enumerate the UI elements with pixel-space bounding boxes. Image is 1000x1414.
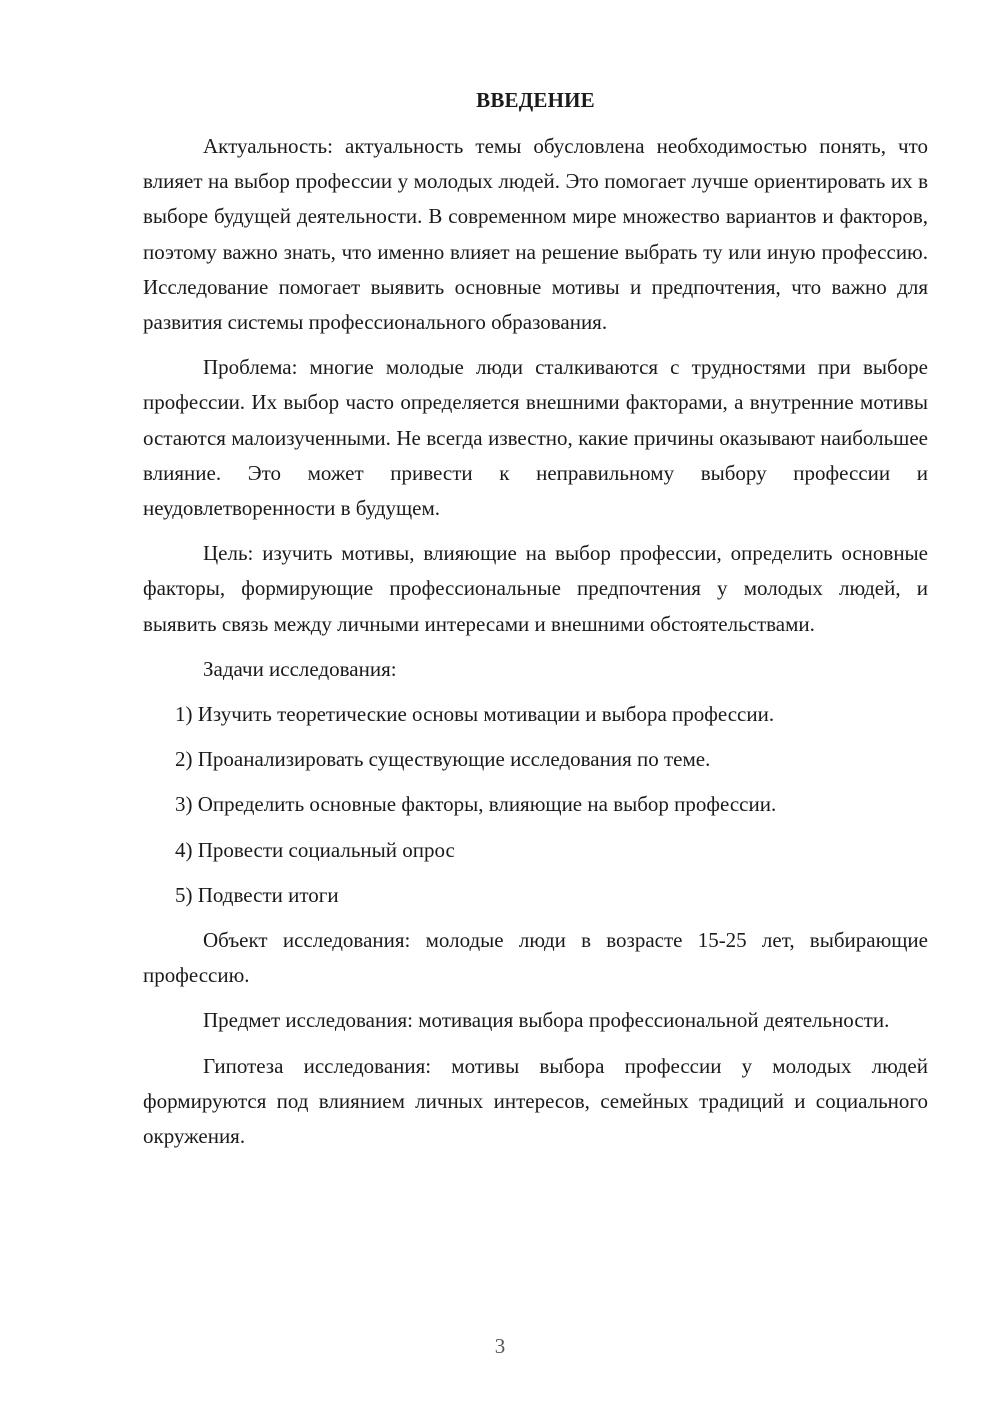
- page-title: ВВЕДЕНИЕ: [476, 88, 595, 112]
- object-paragraph: Объект исследования: молодые люди в возрасте 15-25 лет, выбирающие профессию.: [143, 928, 928, 988]
- task-item: 4) Провести социальный опрос: [175, 837, 455, 862]
- task-item: 5) Подвести итоги: [175, 882, 339, 907]
- document-page: [143, 90, 928, 1164]
- task-item: 3) Определить основные факторы, влияющие на выбор профессии.: [175, 792, 777, 817]
- page-number: 3: [494, 1334, 506, 1358]
- relevance-paragraph: Актуальность: актуальность темы обусловлена необходимостью понять, что влияет на выбор профессии у молодых людей. Это помогает лучше ориентировать их в выборе будущей деятельности. В современном мире множество вариантов и факторов, поэтому важно знать, что именно влияет на решение выбрать ту или иную профессию. Исследование помогает выявить основные мотивы и предпочтения, что важно для развития системы профессионального образования.: [143, 134, 928, 335]
- tasks-heading: Задачи исследования:: [203, 656, 397, 681]
- problem-paragraph: Проблема: многие молодые люди сталкиваются с трудностями при выборе профессии. Их выбор часто определяется внешними факторами, а внутренние мотивы остаются малоизученными. Не всегда известно, какие причины оказывают наибольшее влияние. Это может привести к неправильному выбору профессии и неудовлетворенности в будущем.: [143, 355, 928, 521]
- subject-paragraph: Предмет исследования: мотивация выбора профессиональной деятельности.: [203, 1008, 890, 1033]
- hypothesis-paragraph: Гипотеза исследования: мотивы выбора профессии у молодых людей формируются под влиянием личных интересов, семейных традиций и социального окружения.: [143, 1053, 928, 1149]
- task-item: 1) Изучить теоретические основы мотивации и выбора профессии.: [175, 702, 775, 727]
- task-item: 2) Проанализировать существующие исследования по теме.: [175, 747, 711, 772]
- goal-paragraph: Цель: изучить мотивы, влияющие на выбор профессии, определить основные факторы, формирующие профессиональные предпочтения у молодых людей, и выявить связь между личными интересами и внешними обстоятельствами.: [143, 541, 928, 636]
